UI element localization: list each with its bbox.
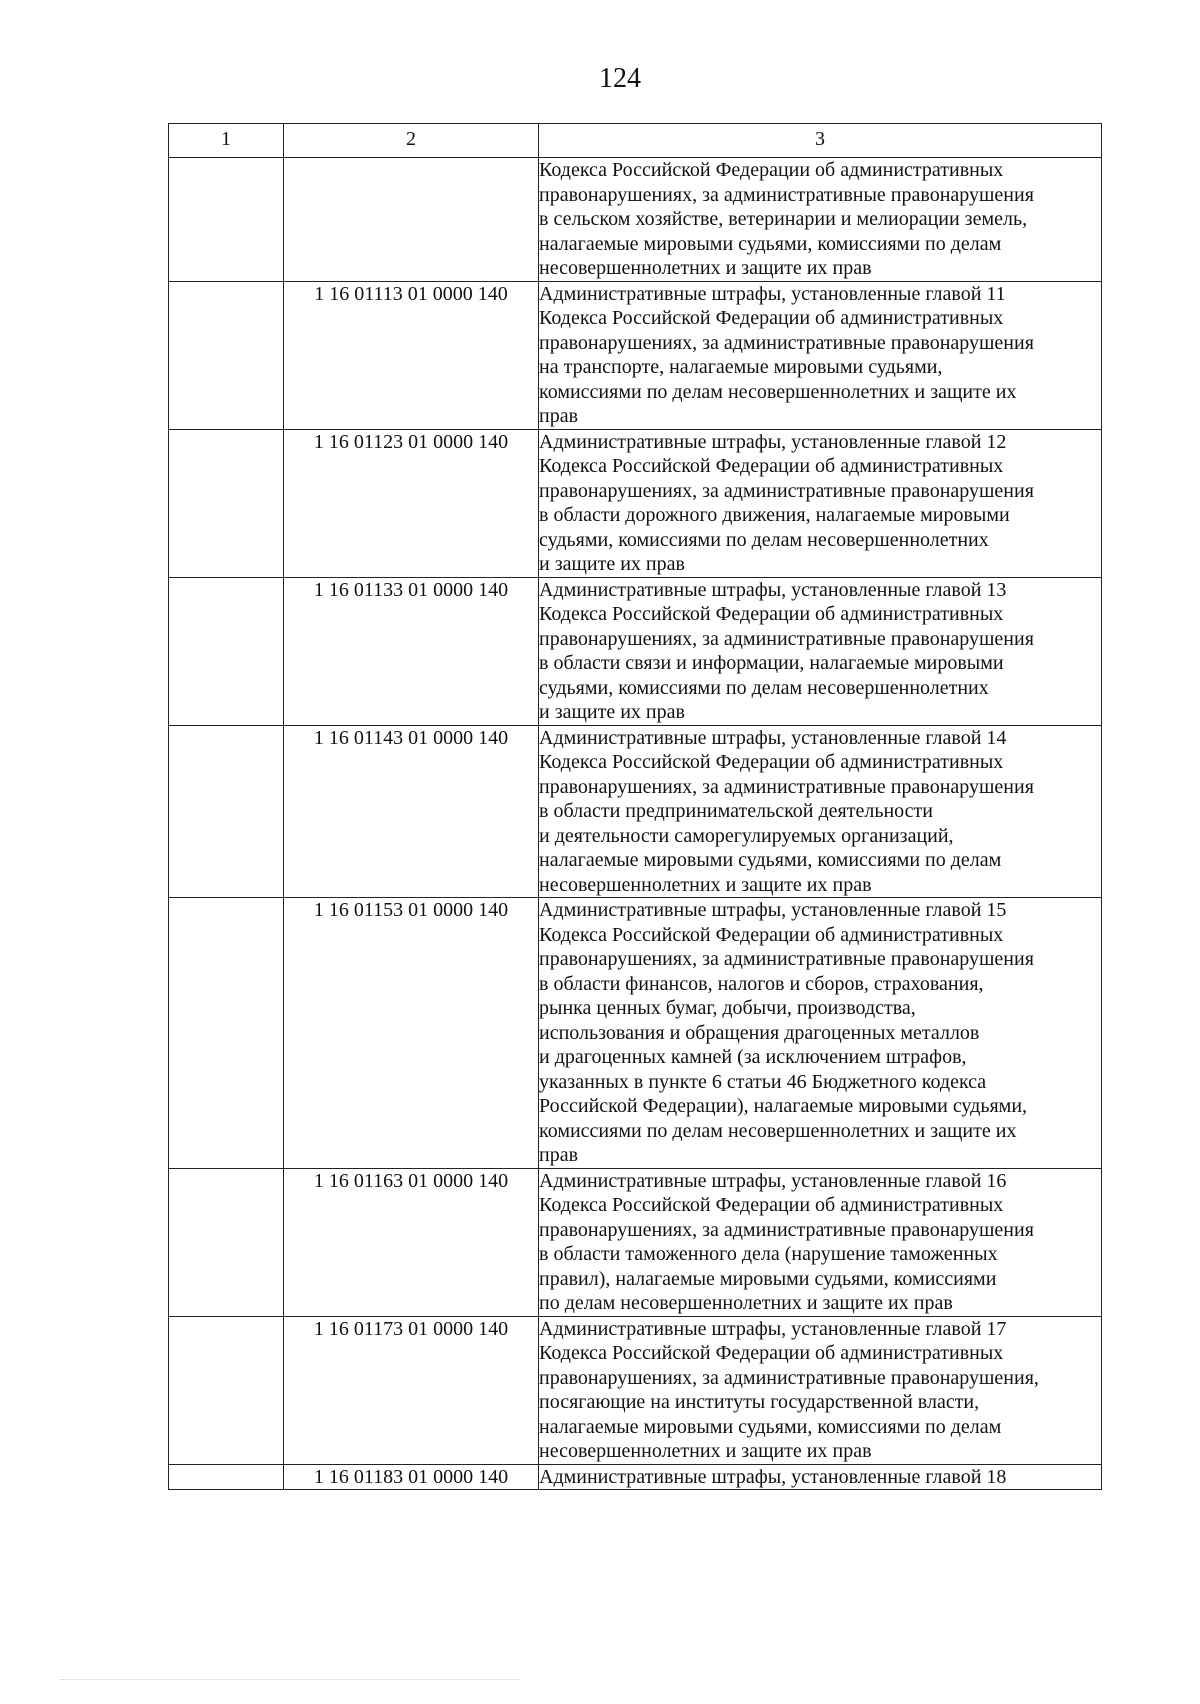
description-line: правонарушениях, за административные правонарушения bbox=[539, 948, 1034, 970]
row-number-cell bbox=[169, 158, 284, 282]
description-line: Кодекса Российской Федерации об административных bbox=[539, 1342, 1004, 1364]
description-line: использования и обращения драгоценных металлов bbox=[539, 1021, 980, 1044]
table-row bbox=[169, 725, 1102, 898]
description-line: и защите их прав bbox=[539, 701, 685, 723]
description-line: Административные штрафы, установленные главой 18 bbox=[539, 1465, 1007, 1488]
table-header-row bbox=[169, 124, 1102, 158]
description-line: налагаемые мировыми судьями, комиссиями по делам bbox=[539, 232, 1002, 255]
table-row bbox=[169, 429, 1102, 577]
description-line: в области финансов, налогов и сборов, страхования, bbox=[539, 972, 984, 995]
description-line: Административные штрафы, установленные главой 13 bbox=[539, 578, 1007, 601]
budget-code-cell: 1 16 01123 01 0000 140 bbox=[284, 429, 539, 577]
budget-code-cell bbox=[284, 158, 539, 282]
description-line: несовершеннолетних и защите их прав bbox=[539, 1440, 872, 1462]
description-cell bbox=[539, 281, 1102, 429]
description-line: Кодекса Российской Федерации об административных bbox=[539, 455, 1004, 477]
description-line: Административные штрафы, установленные главой 16 bbox=[539, 1169, 1007, 1192]
description-line: несовершеннолетних и защите их прав bbox=[539, 873, 872, 896]
row-number-cell bbox=[169, 1316, 284, 1464]
table-row bbox=[169, 1168, 1102, 1316]
description-line: в области предпринимательской деятельности bbox=[539, 800, 933, 822]
description-line: в области дорожного движения, налагаемые мировыми bbox=[539, 504, 1010, 526]
description-line: Российской Федерации), налагаемые мировыми судьями, bbox=[539, 1095, 1028, 1117]
table-row bbox=[169, 898, 1102, 1169]
page-number: 124 bbox=[599, 63, 641, 94]
budget-code-cell: 1 16 01163 01 0000 140 bbox=[284, 1168, 539, 1316]
description-line: Кодекса Российской Федерации об административных bbox=[539, 923, 1004, 946]
table-row bbox=[169, 1316, 1102, 1464]
budget-code-cell: 1 16 01113 01 0000 140 bbox=[284, 281, 539, 429]
header-column-1: 1 bbox=[169, 124, 284, 158]
description-line: правонарушениях, за административные правонарушения bbox=[539, 775, 1034, 798]
description-line: налагаемые мировыми судьями, комиссиями по делам bbox=[539, 1415, 1002, 1438]
description-line: в области связи и информации, налагаемые мировыми bbox=[539, 652, 1004, 674]
description-line: Кодекса Российской Федерации об административных bbox=[539, 751, 1004, 773]
description-line: по делам несовершеннолетних и защите их прав bbox=[539, 1292, 953, 1314]
table-row bbox=[169, 281, 1102, 429]
description-line: правил), налагаемые мировыми судьями, комиссиями bbox=[539, 1267, 997, 1290]
description-line: налагаемые мировыми судьями, комиссиями по делам bbox=[539, 849, 1002, 871]
budget-code-cell: 1 16 01183 01 0000 140 bbox=[284, 1464, 539, 1490]
scan-artifact bbox=[60, 1679, 520, 1682]
description-line: прав bbox=[539, 1144, 579, 1166]
description-line: Административные штрафы, установленные главой 15 bbox=[539, 899, 1007, 921]
budget-code-cell: 1 16 01133 01 0000 140 bbox=[284, 577, 539, 725]
description-line: несовершеннолетних и защите их прав bbox=[539, 257, 872, 279]
description-line: и драгоценных камней (за исключением штрафов, bbox=[539, 1046, 967, 1068]
description-cell bbox=[539, 898, 1102, 1169]
row-number-cell bbox=[169, 577, 284, 725]
description-line: Административные штрафы, установленные главой 14 bbox=[539, 726, 1007, 749]
description-cell bbox=[539, 1316, 1102, 1464]
description-line: правонарушениях, за административные правонарушения bbox=[539, 627, 1034, 650]
table-row bbox=[169, 1464, 1102, 1490]
description-cell bbox=[539, 1464, 1102, 1490]
description-line: правонарушениях, за административные правонарушения bbox=[539, 1218, 1034, 1241]
description-line: судьями, комиссиями по делам несовершеннолетних bbox=[539, 676, 989, 699]
row-number-cell bbox=[169, 725, 284, 898]
description-line: судьями, комиссиями по делам несовершеннолетних bbox=[539, 528, 989, 551]
description-line: на транспорте, налагаемые мировыми судьями, bbox=[539, 356, 943, 378]
description-line: Административные штрафы, установленные главой 11 bbox=[539, 282, 1006, 305]
description-line: Кодекса Российской Федерации об административных bbox=[539, 159, 1004, 181]
budget-code-table bbox=[168, 123, 1102, 1490]
description-line: правонарушениях, за административные правонарушения bbox=[539, 331, 1034, 354]
description-line: Административные штрафы, установленные главой 12 bbox=[539, 430, 1007, 453]
description-line: посягающие на институты государственной власти, bbox=[539, 1391, 980, 1413]
description-line: в области таможенного дела (нарушение таможенных bbox=[539, 1243, 998, 1265]
description-line: прав bbox=[539, 405, 579, 427]
description-line: комиссиями по делам несовершеннолетних и защите их bbox=[539, 1119, 1017, 1142]
table-row bbox=[169, 158, 1102, 282]
description-line: Кодекса Российской Федерации об административных bbox=[539, 1194, 1004, 1216]
table-body bbox=[169, 158, 1102, 1490]
description-cell bbox=[539, 158, 1102, 282]
description-line: в сельском хозяйстве, ветеринарии и мелиорации земель, bbox=[539, 208, 1028, 230]
description-line: Кодекса Российской Федерации об административных bbox=[539, 603, 1004, 625]
description-line: правонарушениях, за административные правонарушения, bbox=[539, 1366, 1039, 1389]
budget-code-cell: 1 16 01153 01 0000 140 bbox=[284, 898, 539, 1169]
description-line: и защите их прав bbox=[539, 553, 685, 575]
row-number-cell bbox=[169, 281, 284, 429]
description-line: указанных в пункте 6 статьи 46 Бюджетного кодекса bbox=[539, 1070, 987, 1093]
header-column-3: 3 bbox=[539, 124, 1102, 158]
description-line: правонарушениях, за административные правонарушения bbox=[539, 479, 1034, 502]
table-row bbox=[169, 577, 1102, 725]
row-number-cell bbox=[169, 429, 284, 577]
budget-code-cell: 1 16 01173 01 0000 140 bbox=[284, 1316, 539, 1464]
header-column-2: 2 bbox=[284, 124, 539, 158]
description-cell bbox=[539, 429, 1102, 577]
description-line: и деятельности саморегулируемых организаций, bbox=[539, 824, 954, 847]
row-number-cell bbox=[169, 1168, 284, 1316]
description-line: Кодекса Российской Федерации об административных bbox=[539, 307, 1004, 329]
description-line: правонарушениях, за административные правонарушения bbox=[539, 183, 1034, 206]
description-cell bbox=[539, 1168, 1102, 1316]
description-cell bbox=[539, 577, 1102, 725]
description-line: Административные штрафы, установленные главой 17 bbox=[539, 1317, 1007, 1340]
description-line: комиссиями по делам несовершеннолетних и защите их bbox=[539, 380, 1017, 403]
description-line: рынка ценных бумаг, добычи, производства, bbox=[539, 997, 916, 1019]
row-number-cell bbox=[169, 898, 284, 1169]
row-number-cell bbox=[169, 1464, 284, 1490]
description-cell bbox=[539, 725, 1102, 898]
budget-code-cell: 1 16 01143 01 0000 140 bbox=[284, 725, 539, 898]
